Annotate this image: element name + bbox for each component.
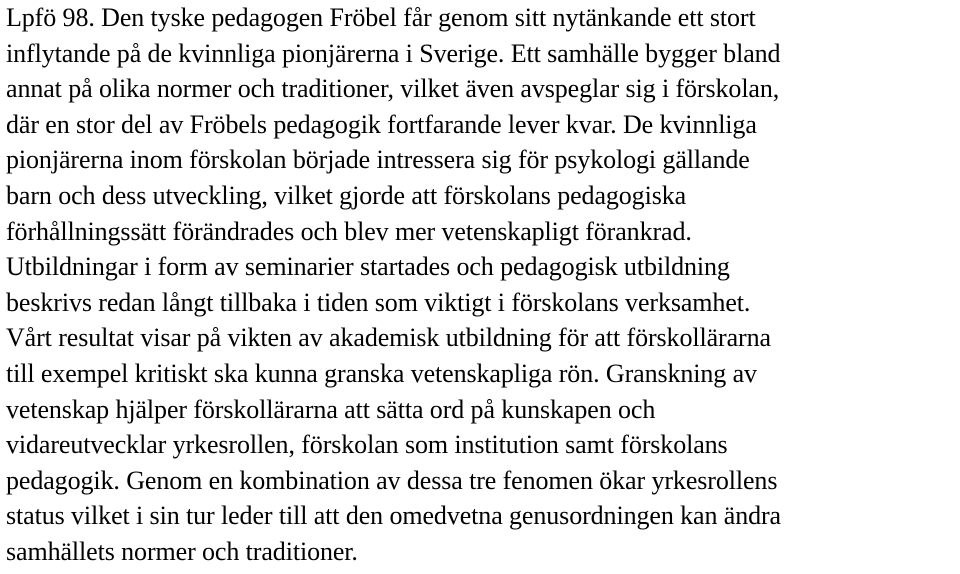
text-line-3: annat på olika normer och traditioner, vilket även avspeglar sig i förskolan, xyxy=(6,74,780,104)
text-line-6: barn och dess utveckling, vilket gjorde att förskolans pedagogiska xyxy=(6,180,687,210)
text-line-13: vidareutvecklar yrkesrollen, förskolan som institution samt förskolans xyxy=(6,430,728,460)
text-line-10: Vårt resultat visar på vikten av akademisk utbildning för att förskollärarna xyxy=(6,323,771,353)
text-line-9: beskrivs redan långt tillbaka i tiden som viktigt i förskolans verksamhet. xyxy=(6,287,751,317)
text-line-2: inflytande på de kvinnliga pionjärerna i Sverige. Ett samhälle bygger bland xyxy=(6,38,781,68)
text-line-16: samhällets normer och traditioner. xyxy=(6,536,358,566)
text-line-5: pionjärerna inom förskolan började intressera sig för psykologi gällande xyxy=(6,145,750,175)
body-paragraph xyxy=(6,0,956,570)
text-line-15: status vilket i sin tur leder till att den omedvetna genusordningen kan ändra xyxy=(6,501,781,531)
text-line-11: till exempel kritiskt ska kunna granska vetenskapliga rön. Granskning av xyxy=(6,358,757,388)
text-line-14: pedagogik. Genom en kombination av dessa tre fenomen ökar yrkesrollens xyxy=(6,465,778,495)
text-line-4: där en stor del av Fröbels pedagogik fortfarande lever kvar. De kvinnliga xyxy=(6,109,757,139)
text-line-12: vetenskap hjälper förskollärarna att sätta ord på kunskapen och xyxy=(6,394,656,424)
text-line-1: Lpfö 98. Den tyske pedagogen Fröbel får genom sitt nytänkande ett stort xyxy=(6,3,756,32)
text-line-8: Utbildningar i form av seminarier startades och pedagogisk utbildning xyxy=(6,252,730,282)
text-line-7: förhållningssätt förändrades och blev mer vetenskapligt förankrad. xyxy=(6,216,692,246)
